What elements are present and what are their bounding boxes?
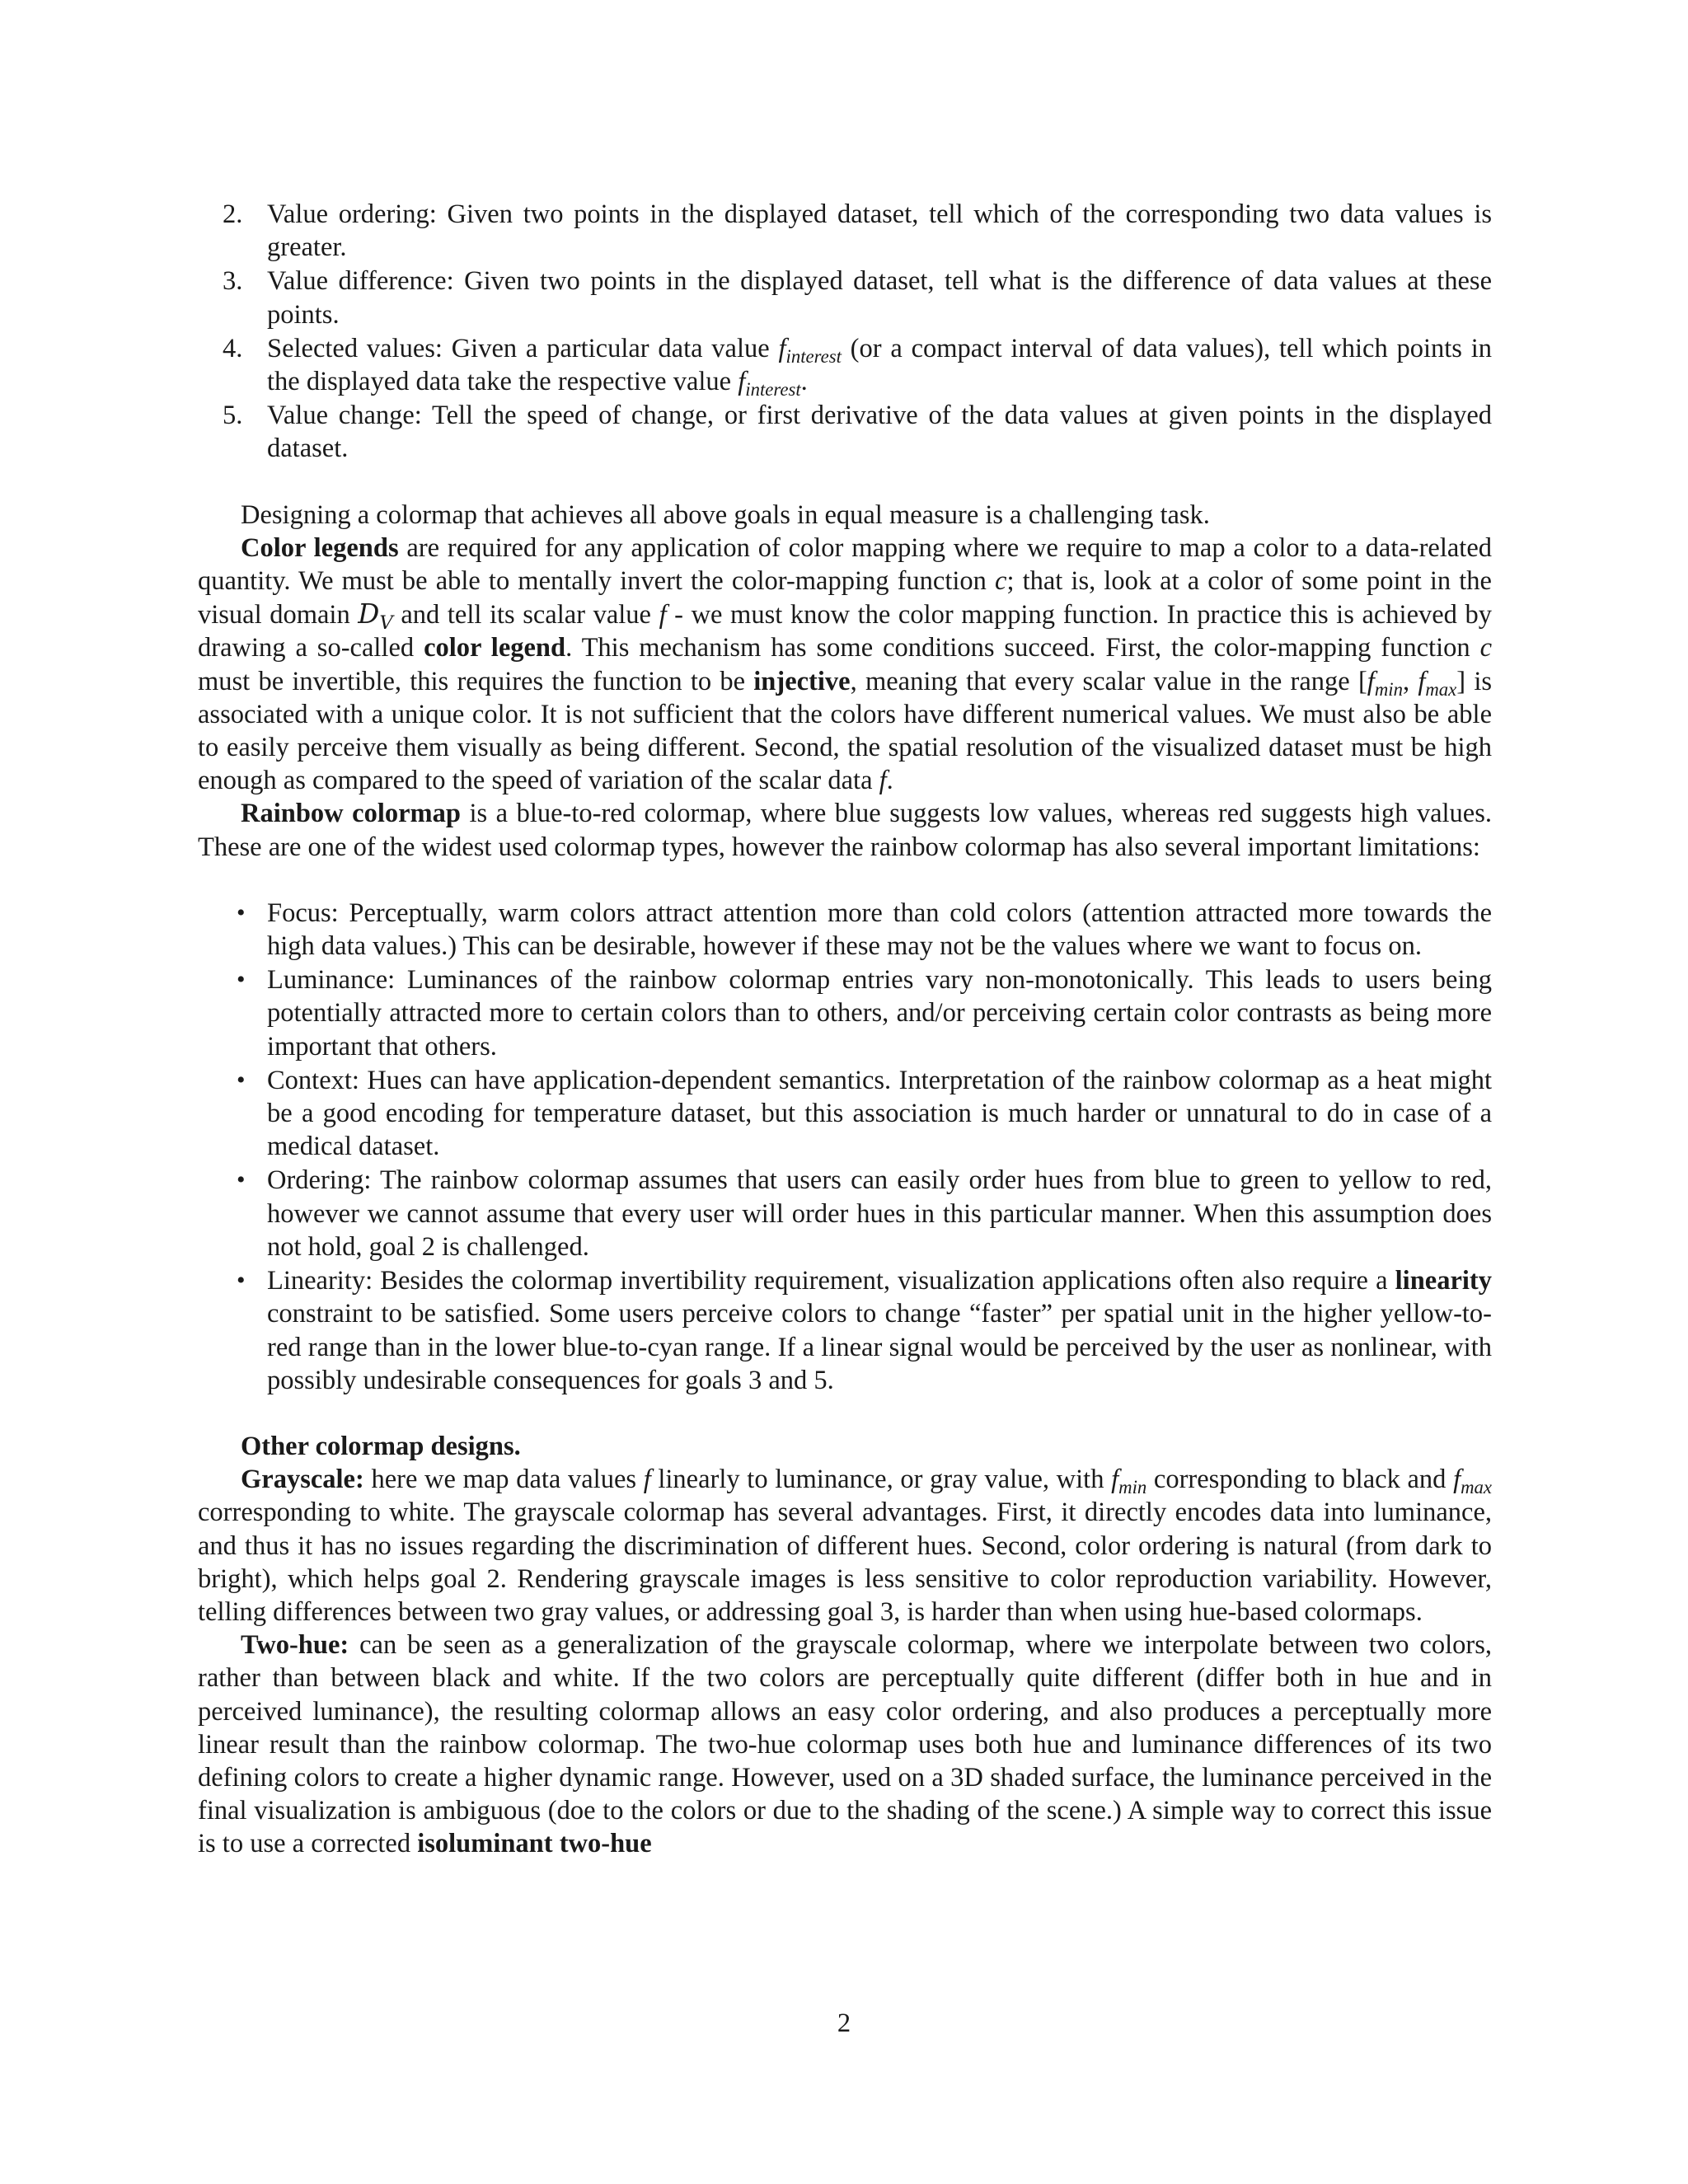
item-text: Value change: Tell the speed of change, or first derivative of the data values at given points in the displayed dataset. <box>267 401 1492 464</box>
item-text: Value ordering: Given two points in the displayed dataset, tell which of the corresponding two data values is greater. <box>267 199 1492 263</box>
bold-term: Rainbow colormap <box>241 799 461 829</box>
section-heading: Other colormap designs. <box>241 1431 521 1461</box>
bold-term: Two-hue: <box>241 1630 349 1661</box>
bullet-icon: • <box>237 1166 246 1194</box>
item-number: 2. <box>223 199 243 229</box>
bold-term: injective <box>753 666 851 696</box>
page-body <box>198 198 1492 1861</box>
grayscale-paragraph: Grayscale: here we map data values f linearly to luminance, or gray value, with $f_{min}$ corresponding to black and $f_{max}$ corresponding to white. The grayscale colormap has several advantages. First, it directly encodes data into luminance, and thus it has no issues regarding the discrimination of different hues. Second, color ordering is natural (from dark to bright), which helps goal 2. Rendering grayscale images is less sensitive to color reproduction variability. However, telling differences between two gray values, or addressing goal 3, is harder than when using hue-based colormaps. <box>198 1465 1492 1627</box>
bold-term: color legend <box>424 633 566 663</box>
bold-term: linearity <box>1395 1266 1492 1296</box>
list-item: 4. Selected values: Given a particular data value $f_{interest}$ (or a compact interval of data values), tell which points in the displayed data take the respective value $f_{interest}$. <box>223 333 1492 400</box>
bold-term: Grayscale: <box>241 1465 364 1495</box>
list-item <box>198 265 1492 330</box>
item-number: 4. <box>223 333 243 363</box>
bold-term: isoluminant two-hue <box>417 1829 652 1859</box>
math-var: $f_{interest}$ <box>778 333 842 367</box>
bullet-icon: • <box>237 1267 246 1295</box>
list-item <box>198 198 1492 264</box>
math-var: $f_{interest}$ <box>738 367 801 400</box>
bold-term: Color legends <box>241 532 399 563</box>
two-hue-paragraph: Two-hue: can be seen as a generalization of the grayscale colormap, where we interpolate between two colors, rather than between black and white. If the two colors are perceptually quite different (differ both in hue and in perceived luminance), the resulting colormap allows an easy color ordering, and also produces a perceptually more linear result than the rainbow colormap. The two-hue colormap uses both hue and luminance differences of its two defining colors to create a higher dynamic range. However, used on a 3D shaded surface, the luminance perceived in the final visualization is ambiguous (doe to the colors or due to the shading of the scene.) A simple way to correct this issue is to use a corrected isoluminant two-hue <box>198 1630 1492 1859</box>
rainbow-paragraph: Rainbow colormap is a blue-to-red colormap, where blue suggests low values, whereas red suggests high values. These are one of the widest used colormap types, however the rainbow colormap has also several important limitations: <box>198 799 1492 862</box>
intro-paragraph: Designing a colormap that achieves all above goals in equal measure is a challenging task. <box>241 499 1210 530</box>
bullet-icon: • <box>237 898 246 926</box>
color-legends-paragraph: Color legends are required for any application of color mapping where we require to map a color to a data-related quantity. We must be able to mentally invert the color-mapping function c; that is, look at a color of some point in the visual domain $D_V$ and tell its scalar value f - we must know the color mapping function. In practice this is achieved by drawing a so-called color legend. This mechanism has some conditions succeed. First, the color-mapping function c must be invertible, this requires the function to be injective, meaning that every scalar value in the range [$f_{min}$, $f_{max}$] is associated with a unique color. It is not sufficient that the colors have different numerical values. We must also be able to easily perceive them visually as being different. Second, the spatial resolution of the visualized dataset must be high enough as compared to the speed of variation of the scalar data f. <box>198 532 1493 796</box>
list-item: • Context: Hues can have application-dependent semantics. Interpretation of the rainbow colormap as a heat might be a good encoding for temperature dataset, but this association is much harder or unnatural to do in case of a medical dataset. <box>237 1065 1492 1162</box>
item-number: 3. <box>223 266 243 297</box>
bullet-icon: • <box>237 966 246 994</box>
goals-list <box>198 198 1492 466</box>
list-item: • Ordering: The rainbow colormap assumes that users can easily order hues from blue to green to yellow to red, however we cannot assume that every user will order hues in this particular manner. When this assumption does not hold, goal 2 is challenged. <box>237 1165 1492 1262</box>
item-text: Selected values: Given a particular data value <box>267 333 779 363</box>
list-item: • Focus: Perceptually, warm colors attract attention more than cold colors (attention attracted more towards the high data values.) This can be desirable, however if these may not be the values where we want to focus on. <box>237 898 1492 962</box>
list-item: • Linearity: Besides the colormap invertibility requirement, visualization applications often also require a linearity constraint to be satisfied. Some users perceive colors to change “faster” per spatial unit in the higher yellow-to-red range than in the lower blue-to-cyan range. If a linear signal would be perceived by the user as nonlinear, with possibly undesirable consequences for goals 3 and 5. <box>237 1266 1492 1395</box>
item-number: 5. <box>223 401 243 431</box>
page-number: 2 <box>837 2008 851 2038</box>
list-item <box>198 399 1492 465</box>
item-text: Value difference: Given two points in the displayed dataset, tell what is the difference of data values at these points. <box>267 266 1492 330</box>
math-var: $D_V$ <box>358 598 393 635</box>
bullet-icon: • <box>237 1066 246 1094</box>
limitations-list <box>198 897 1492 1397</box>
list-item: • Luminance: Luminances of the rainbow colormap entries vary non-monotonically. This leads to users being potentially attracted more to certain colors than to others, and/or perceiving certain color contrasts as being more important that others. <box>237 965 1492 1062</box>
item-text: (or a compact interval of data values), tell which points in the displayed data take the respective value <box>267 333 1492 397</box>
